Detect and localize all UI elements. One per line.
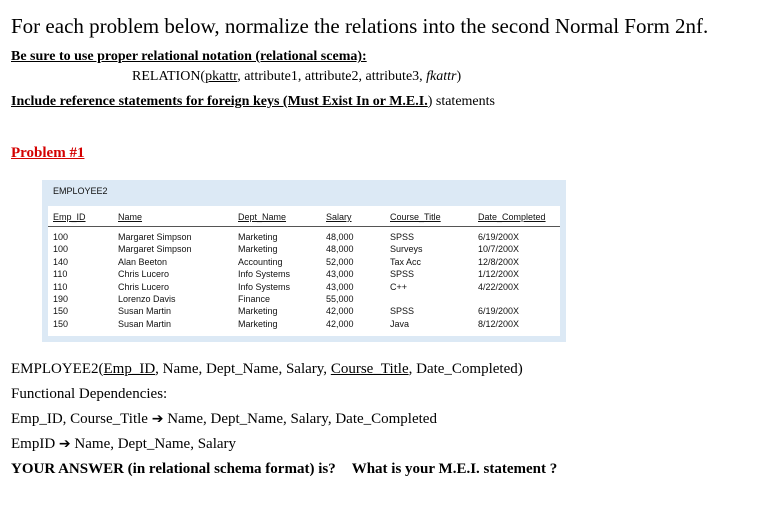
- problem-label: Problem #1: [11, 145, 85, 161]
- question-mei: What is your M.E.I. statement ?: [351, 461, 558, 477]
- cell-date-completed: 6/19/200X: [478, 232, 520, 242]
- cell-dept-name: Marketing: [238, 232, 278, 242]
- cell-date-completed: 4/22/200X: [478, 281, 520, 292]
- cell-name: Chris Lucero: [118, 281, 170, 292]
- cell-dept-name: Finance: [238, 294, 271, 304]
- employee-table-figure: [42, 180, 566, 342]
- cell-emp-id: 190: [53, 294, 69, 304]
- cell-date-completed: 8/12/200X: [478, 318, 520, 329]
- reference-instruction: [11, 94, 495, 110]
- reference-instruction-tail: ) statements: [427, 94, 495, 109]
- column-header-salary: Salary: [326, 212, 352, 222]
- schema-prefix: EMPLOYEE2(: [11, 361, 104, 377]
- fd-label: Functional Dependencies:: [11, 386, 168, 402]
- arrow-icon: ➔: [151, 411, 164, 427]
- fd-2-rhs: Name, Dept_Name, Salary: [74, 436, 237, 452]
- fd-1-lhs: Emp_ID, Course_Title: [11, 411, 148, 427]
- cell-course-title: Surveys: [390, 244, 423, 255]
- cell-course-title: C++: [390, 281, 408, 292]
- cell-dept-name: Accounting: [238, 256, 283, 267]
- cell-dept-name: Marketing: [238, 306, 278, 317]
- cell-salary: 48,000: [326, 232, 354, 242]
- arrow-icon: ➔: [58, 436, 71, 452]
- column-header-course-title: Course_Title: [390, 212, 441, 222]
- cell-emp-id: 110: [53, 269, 68, 280]
- column-header-emp-id: Emp_ID: [53, 212, 86, 222]
- cell-emp-id: 140: [53, 256, 69, 267]
- cell-course-title: Tax Acc: [390, 256, 422, 267]
- cell-name: Margaret Simpson: [118, 244, 192, 255]
- cell-salary: 55,000: [326, 294, 354, 304]
- cell-salary: 42,000: [326, 318, 354, 329]
- cell-salary: 48,000: [326, 244, 354, 255]
- fd-1: [11, 411, 437, 428]
- relation-prefix: RELATION(: [132, 69, 206, 84]
- instructions-heading: For each problem below, normalize the relations into the second Normal Form 2nf.: [11, 14, 709, 38]
- column-header-name: Name: [118, 212, 143, 222]
- cell-salary: 43,000: [326, 281, 354, 292]
- cell-name: Susan Martin: [118, 318, 172, 329]
- schema-middle: , Name, Dept_Name, Salary,: [155, 361, 331, 377]
- cell-name: Chris Lucero: [118, 269, 170, 280]
- column-header-date-completed: Date_Completed: [478, 212, 546, 222]
- cell-course-title: SPSS: [390, 269, 415, 280]
- cell-course-title: SPSS: [390, 306, 415, 317]
- question-answer: YOUR ANSWER (in relational schema format) is?: [11, 461, 336, 477]
- cell-salary: 52,000: [326, 256, 354, 267]
- cell-course-title: SPSS: [390, 232, 415, 242]
- fd-1-rhs: Name, Dept_Name, Salary, Date_Completed: [167, 411, 437, 427]
- relation-attributes: , attribute1, attribute2, attribute3,: [237, 69, 427, 84]
- cell-name: Alan Beeton: [118, 256, 168, 267]
- employee-table: [48, 206, 560, 336]
- schema-key-course-title: Course_Title: [330, 361, 409, 377]
- cell-emp-id: 100: [53, 232, 69, 242]
- cell-emp-id: 110: [53, 281, 68, 292]
- schema-key-emp-id: Emp_ID: [103, 361, 156, 377]
- cell-date-completed: 1/12/200X: [478, 269, 520, 280]
- cell-dept-name: Info Systems: [238, 269, 291, 280]
- cell-salary: 43,000: [326, 269, 354, 280]
- cell-course-title: Java: [390, 318, 410, 329]
- relation-foreign-key: fkattr: [426, 69, 457, 84]
- cell-dept-name: Marketing: [238, 244, 278, 255]
- cell-emp-id: 150: [53, 318, 69, 329]
- header-divider: [48, 226, 560, 227]
- cell-emp-id: 150: [53, 306, 69, 317]
- schema-line: [11, 361, 523, 378]
- relation-format-example: [132, 69, 461, 85]
- column-header-dept-name: Dept_Name: [238, 212, 287, 222]
- relation-primary-key: pkattr: [205, 69, 238, 84]
- cell-name: Margaret Simpson: [118, 232, 192, 242]
- cell-name: Susan Martin: [118, 306, 172, 317]
- fd-2-lhs: EmpID: [11, 436, 56, 452]
- notation-instruction: Be sure to use proper relational notation (relational scema):: [11, 49, 367, 64]
- cell-salary: 42,000: [326, 306, 354, 317]
- cell-name: Lorenzo Davis: [118, 294, 176, 304]
- relation-suffix: ): [456, 69, 462, 84]
- schema-suffix: , Date_Completed): [408, 361, 523, 377]
- question-line: [11, 461, 557, 478]
- fd-2: [11, 436, 236, 453]
- table-name: EMPLOYEE2: [53, 186, 108, 196]
- reference-instruction-bold: Include reference statements for foreign keys (Must Exist In or M.E.I.: [11, 94, 428, 109]
- cell-date-completed: 10/7/200X: [478, 244, 520, 255]
- cell-dept-name: Marketing: [238, 318, 278, 329]
- cell-dept-name: Info Systems: [238, 281, 291, 292]
- cell-emp-id: 100: [53, 244, 69, 255]
- cell-date-completed: 12/8/200X: [478, 256, 520, 267]
- cell-date-completed: 6/19/200X: [478, 306, 520, 317]
